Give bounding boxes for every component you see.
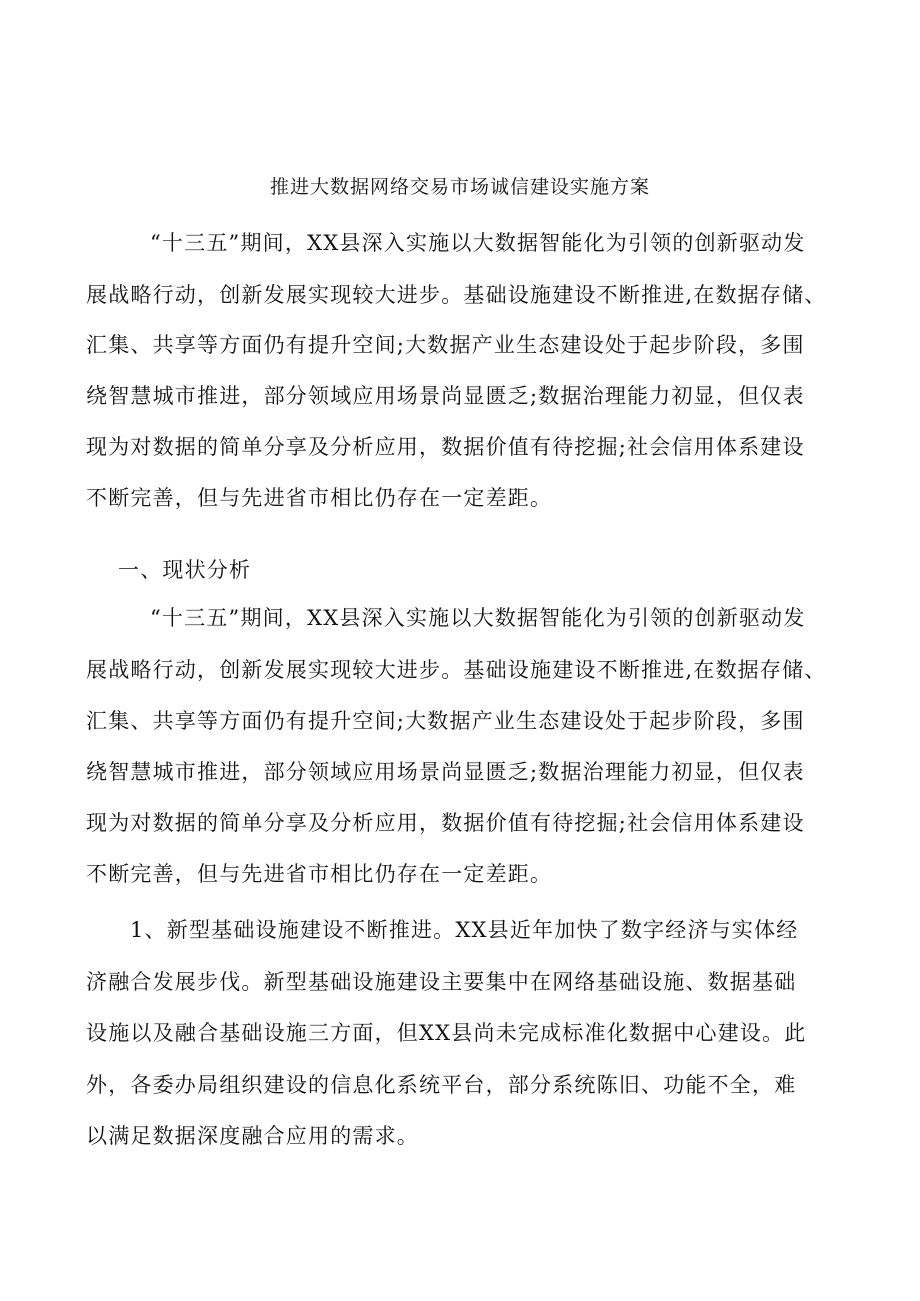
paragraph-line: 1、新型基础设施建设不断推进。XX县近年加快了数字经济与实体经 bbox=[130, 918, 799, 942]
paragraph-line: 展战略行动，创新发展实现较大进步。基础设施建设不断推进,在数据存储、 bbox=[86, 283, 827, 307]
paragraph-line: 绕智慧城市推进，部分领域应用场景尚显匮乏;数据治理能力初显，但仅表 bbox=[86, 760, 805, 784]
paragraph-line: 汇集、共享等方面仍有提升空间;大数据产业生态建设处于起步阶段，多围 bbox=[86, 709, 805, 733]
paragraph-line: 不断完善，但与先进省市相比仍存在一定差距。 bbox=[86, 486, 553, 510]
paragraph-line: 现为对数据的简单分享及分析应用，数据价值有待挖掘;社会信用体系建设 bbox=[86, 811, 805, 835]
paragraph-line: 不断完善，但与先进省市相比仍存在一定差距。 bbox=[86, 862, 553, 886]
document-title: 推进大数据网络交易市场诚信建设实施方案 bbox=[269, 176, 650, 198]
paragraph-line: 汇集、共享等方面仍有提升空间;大数据产业生态建设处于起步阶段，多围 bbox=[86, 333, 805, 357]
paragraph-line: 设施以及融合基础设施三方面，但XX县尚未完成标准化数据中心建设。此 bbox=[86, 1021, 807, 1045]
paragraph-line: 展战略行动，创新发展实现较大进步。基础设施建设不断推进,在数据存储、 bbox=[86, 658, 827, 682]
paragraph-line: “十三五”期间，XX县深入实施以大数据智能化为引领的创新驱动发 bbox=[150, 606, 806, 630]
paragraph-line: 现为对数据的简单分享及分析应用，数据价值有待挖掘;社会信用体系建设 bbox=[86, 435, 805, 459]
paragraph-line: 济融合发展步伐。新型基础设施建设主要集中在网络基础设施、数据基础 bbox=[86, 970, 797, 994]
section-heading: 一、现状分析 bbox=[118, 558, 252, 582]
paragraph-line: “十三五”期间，XX县深入实施以大数据智能化为引领的创新驱动发 bbox=[150, 231, 806, 255]
paragraph-line: 以满足数据深度融合应用的需求。 bbox=[86, 1124, 419, 1148]
paragraph-line: 绕智慧城市推进，部分领域应用场景尚显匮乏;数据治理能力初显，但仅表 bbox=[86, 384, 805, 408]
paragraph-line: 外，各委办局组织建设的信息化系统平台，部分系统陈旧、功能不全，难 bbox=[86, 1073, 797, 1097]
